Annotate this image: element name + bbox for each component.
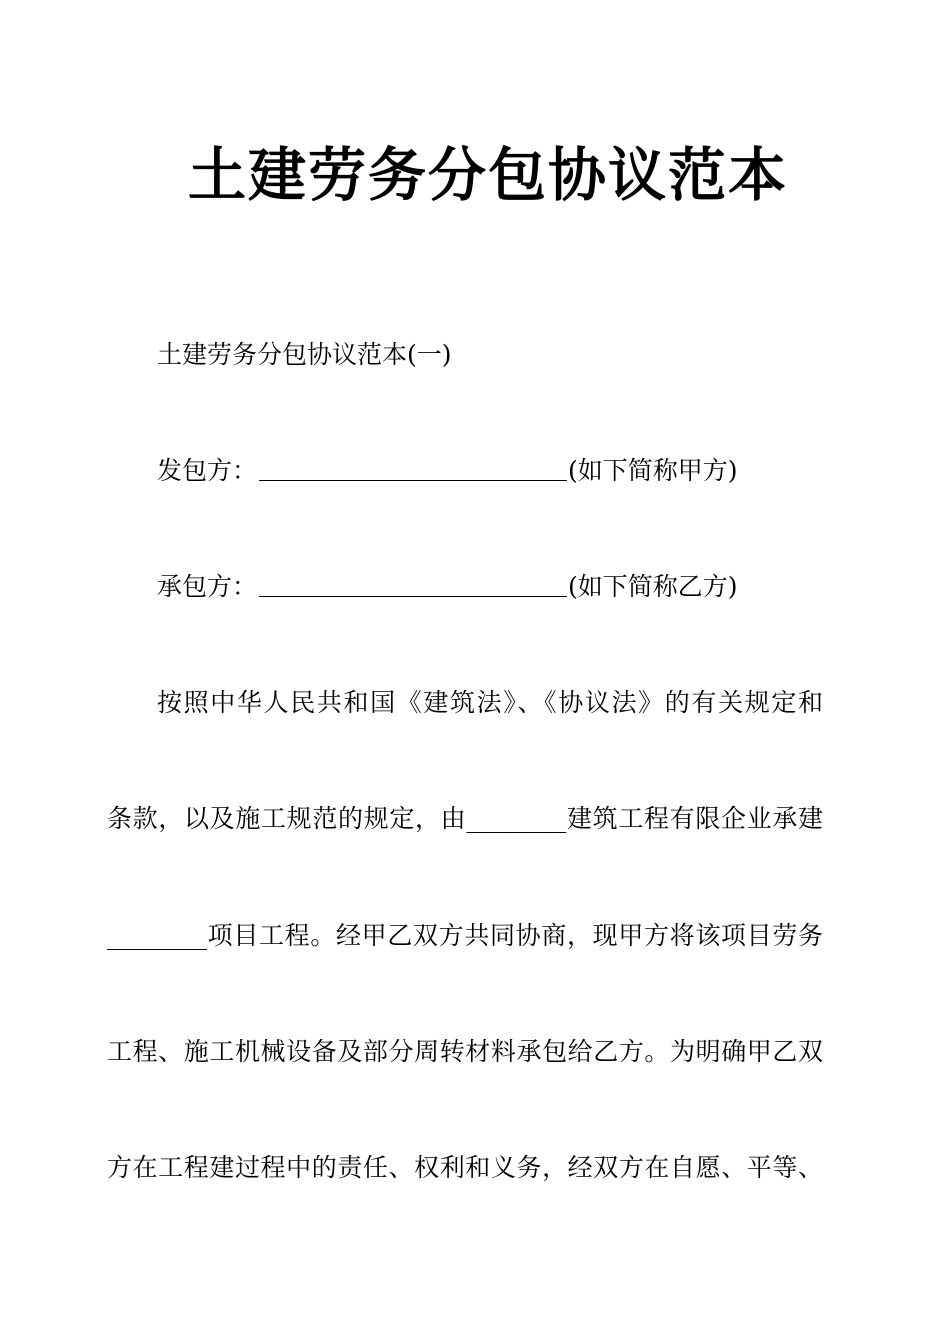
body-paragraph-line: ________项目工程。经甲乙双方共同协商，现甲方将该项目劳务 (107, 921, 823, 950)
party-a-suffix: (如下简称甲方) (568, 456, 738, 485)
party-a-line (157, 451, 823, 491)
party-b-suffix: (如下简称乙方) (568, 572, 738, 601)
party-b-blank (259, 569, 567, 597)
party-b-label: 承包方： (157, 572, 258, 601)
body-paragraph-line: 条款，以及施工规范的规定，由________建筑工程有限企业承建 (107, 804, 823, 833)
document-title: 土建劳务分包协议范本 (187, 141, 788, 209)
party-a-label: 发包方： (157, 456, 258, 485)
party-b-line (157, 567, 823, 607)
document-subtitle: 土建劳务分包协议范本(一) (157, 340, 452, 369)
body-paragraph-line: 工程、施工机械设备及部分周转材料承包给乙方。为明确甲乙双 (107, 1037, 823, 1066)
body-paragraph-line: 方在工程建过程中的责任、权利和义务，经双方在自愿、平等、 (107, 1153, 823, 1182)
body-paragraph-line: 按照中华人民共和国《建筑法》、《协议法》的有关规定和 (157, 688, 823, 717)
party-a-blank (259, 453, 567, 481)
